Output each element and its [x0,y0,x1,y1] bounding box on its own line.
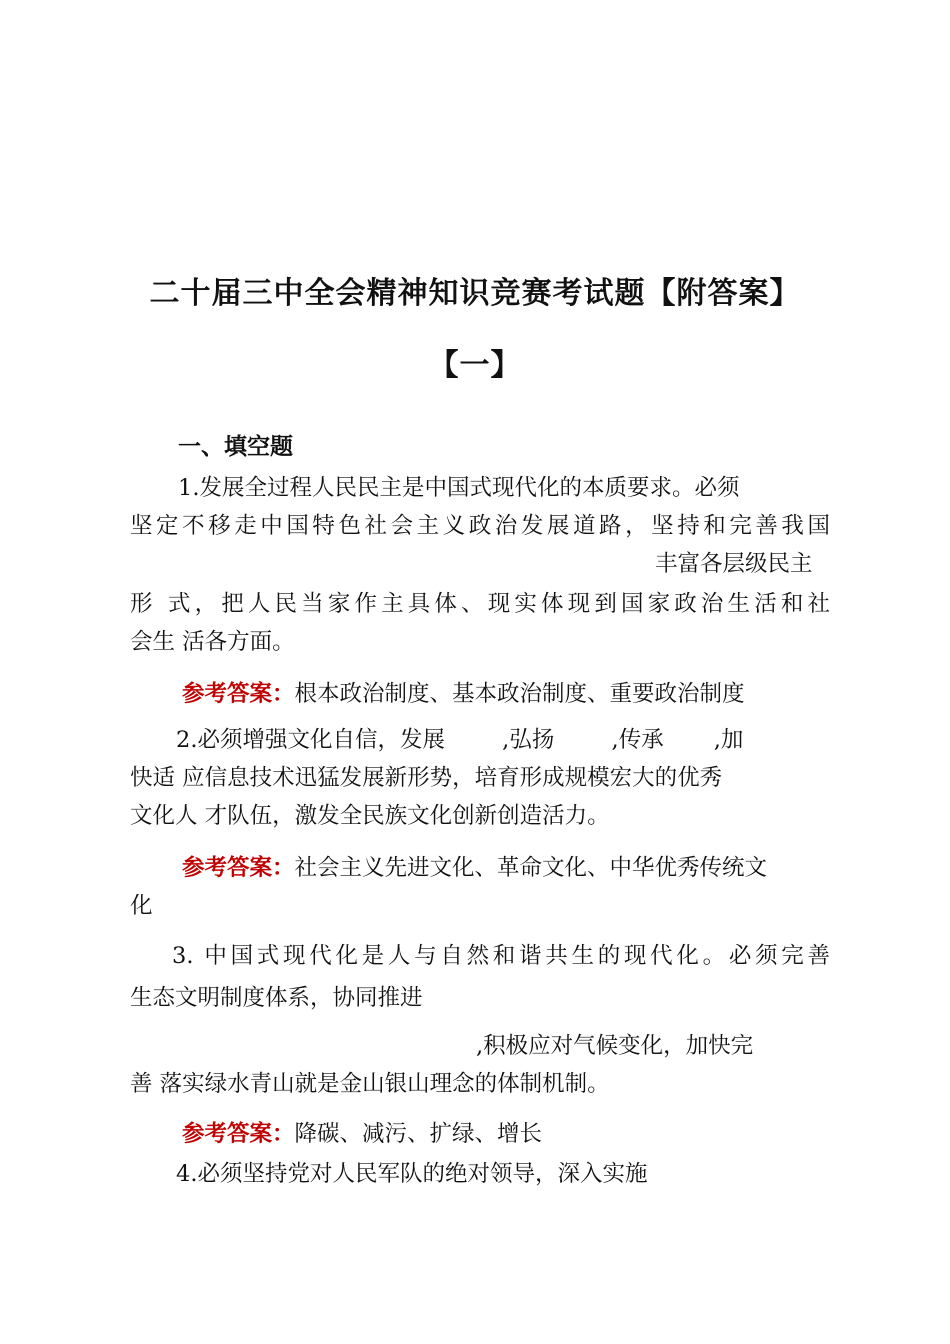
q3-line-2: 生态文明制度体系，协同推进 [130,985,423,1011]
q1-line-4: 形 式，把人民当家作主具体、现实体现到国家政治生活和社 [130,591,830,617]
q2-line-3: 文化人 才队伍，激发全民族文化创新创造活力。 [130,803,610,829]
q3-answer [182,1118,832,1150]
q2-answer-text: 社会主义先进文化、革命文化、中华优秀传统文 [294,855,768,881]
q3-line-4: 善 落实绿水青山就是金山银山理念的体制机制。 [130,1071,610,1097]
document-subtitle: 【一】 [428,348,522,383]
q3-line-1: 3. 中国式现代化是人与自然和谐共生的现代化。必须完善 [172,943,830,969]
q1-line-2: 坚定不移走中国特色社会主义政治发展道路，坚持和完善我国 [130,513,830,539]
q3-answer-text: 降碳、减污、扩绿、增长 [294,1121,543,1147]
q1-line-1: 1.发展全过程人民民主是中国式现代化的本质要求。必须 [178,475,740,501]
answer-label: 参考答案： [182,855,295,881]
answer-label: 参考答案： [182,1121,295,1147]
section-heading: 一、填空题 [178,434,293,460]
q2-line-2: 快适 应信息技术迅猛发展新形势，培育形成规模宏大的优秀 [130,765,723,791]
answer-label: 参考答案： [182,681,295,707]
q1-answer-text: 根本政治制度、基本政治制度、重要政治制度 [294,681,745,707]
q4-line-1: 4.必须坚持党对人民军队的绝对领导，深入实施 [176,1161,648,1187]
q1-line-3: 丰富各层级民主 [655,551,813,577]
q1-answer [182,678,832,710]
q2-answer [182,852,832,884]
q1-line-5: 会生 活各方面。 [130,629,295,655]
q2-line-1: 2.必须增强文化自信，发展 ,弘扬 ,传承 ,加 [176,727,744,753]
document-title: 二十届三中全会精神知识竞赛考试题【附答案】 [149,276,801,311]
q3-line-3: ,积极应对气候变化，加快完 [476,1033,754,1059]
q2-answer-cont: 化 [130,893,153,919]
